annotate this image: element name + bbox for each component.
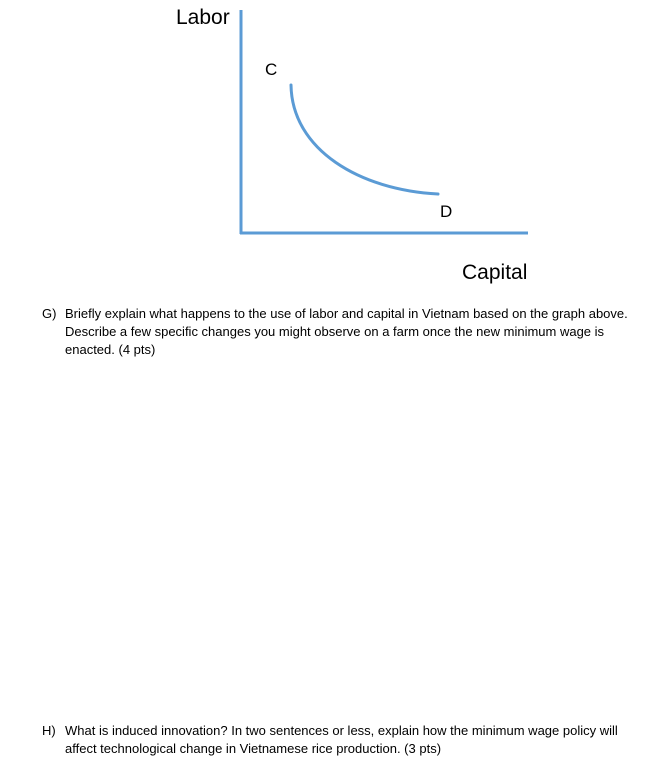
question-h-text: What is induced innovation? In two sentences or less, explain how the minimum wage policy will affect technological change in Vietnamese rice production. (3 pts) <box>65 723 618 756</box>
point-d-label: D <box>440 202 453 221</box>
question-h-letter: H) <box>42 723 56 738</box>
question-g <box>42 305 632 359</box>
isoquant-curve <box>291 85 438 194</box>
x-axis-label: Capital <box>462 261 528 284</box>
labor-capital-graph <box>0 0 645 300</box>
y-axis-label: Labor <box>176 6 230 29</box>
question-h <box>42 722 632 758</box>
question-g-letter: G) <box>42 306 57 321</box>
point-c-label: C <box>265 60 278 79</box>
question-g-text: Briefly explain what happens to the use of labor and capital in Vietnam based on the graph above. Describe a few specific changes you might observe on a farm once the new minimum wage is enacted. (4 pts) <box>65 306 628 357</box>
